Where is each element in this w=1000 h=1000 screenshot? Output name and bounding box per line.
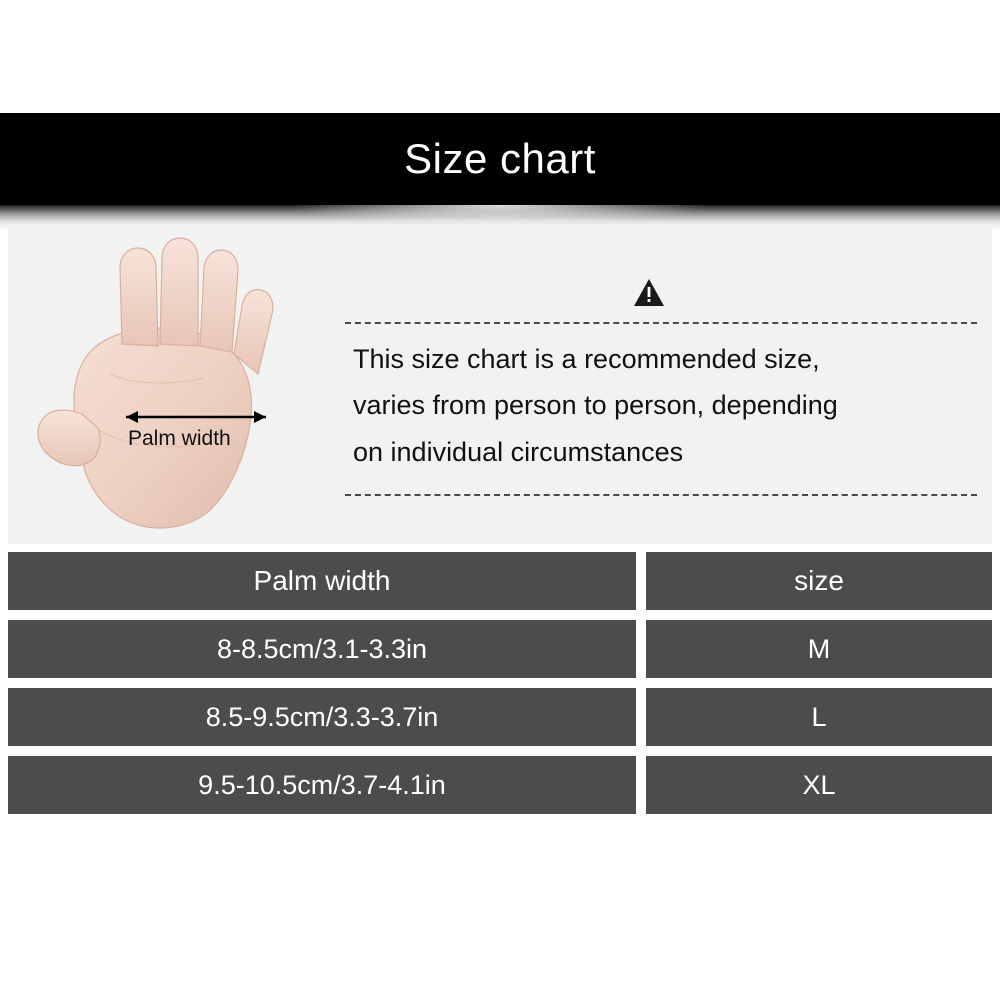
header-banner: [0, 113, 1000, 205]
note-divider-top: [345, 322, 977, 324]
info-panel: [8, 224, 992, 544]
page-title: Size chart: [404, 135, 596, 182]
table-row: [8, 620, 992, 678]
note-block: [345, 256, 977, 511]
table-cell-palm-width: 9.5-10.5cm/3.7-4.1in: [8, 756, 636, 814]
warning-icon: [632, 276, 666, 310]
size-table: [8, 552, 992, 824]
note-line-1: This size chart is a recommended size,: [353, 344, 820, 374]
table-cell-palm-width: 8-8.5cm/3.1-3.3in: [8, 620, 636, 678]
hand-icon: [18, 224, 338, 544]
table-row: [8, 756, 992, 814]
table-cell-size: L: [646, 688, 992, 746]
palm-width-label: Palm width: [128, 427, 231, 450]
hand-illustration: [18, 224, 338, 544]
table-cell-size: XL: [646, 756, 992, 814]
table-header-size: size: [646, 552, 992, 610]
note-line-3: on individual circumstances: [353, 436, 684, 467]
note-text: [353, 336, 973, 475]
note-divider-bottom: [345, 494, 977, 496]
table-header-palm-width: Palm width: [8, 552, 636, 610]
table-row: [8, 688, 992, 746]
note-line-2: varies from person to person, depending: [353, 390, 838, 421]
table-cell-palm-width: 8.5-9.5cm/3.3-3.7in: [8, 688, 636, 746]
table-cell-size: M: [646, 620, 992, 678]
table-header-row: [8, 552, 992, 610]
